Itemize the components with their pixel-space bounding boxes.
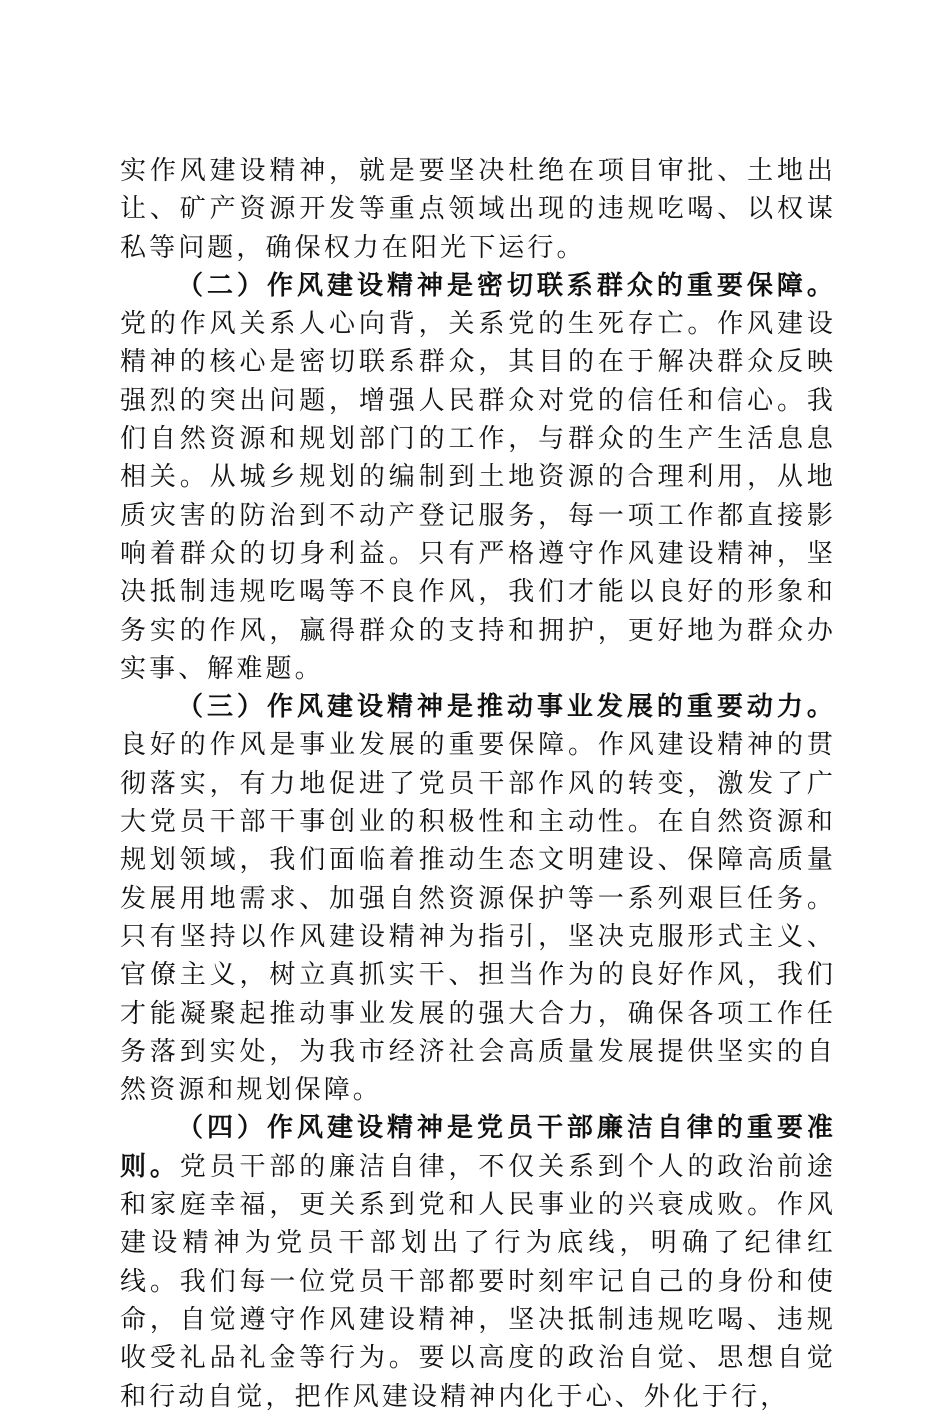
paragraph-body: 党员干部的廉洁自律，不仅关系到个人的政治前途和家庭幸福，更关系到党和人民事业的兴衰成败。作风建设精神为党员干部划出了行为底线，明确了纪律红线。我们每一位党员干部都要时刻牢记自己的身份和使命，自觉遵守作风建设精神，坚决抵制违规吃喝、违规收受礼品礼金等行为。要以高度的政治自觉、思想自觉和行动自觉，把作风建设精神内化于心、外化于行， — [120, 1151, 836, 1412]
paragraph-section-3 — [120, 688, 836, 1109]
paragraph-continuation — [120, 152, 836, 267]
paragraph-section-4 — [120, 1109, 836, 1415]
paragraph-section-2 — [120, 267, 836, 688]
paragraph-body: 实作风建设精神，就是要坚决杜绝在项目审批、土地出让、矿产资源开发等重点领域出现的违规吃喝、以权谋私等问题，确保权力在阳光下运行。 — [120, 156, 836, 263]
paragraph-body: 党的作风关系人心向背，关系党的生死存亡。作风建设精神的核心是密切联系群众，其目的在于解决群众反映强烈的突出问题，增强人民群众对党的信任和信心。我们自然资源和规划部门的工作，与群众的生产生活息息相关。从城乡规划的编制到土地资源的合理利用，从地质灾害的防治到不动产登记服务，每一项工作都直接影响着群众的切身利益。只有严格遵守作风建设精神，坚决抵制违规吃喝等不良作风，我们才能以良好的形象和务实的作风，赢得群众的支持和拥护，更好地为群众办实事、解难题。 — [120, 309, 836, 684]
section-heading: （四）作风建设精神是党员干部廉洁自律的重要准则。 — [120, 1113, 836, 1182]
section-heading: （三）作风建设精神是推动事业发展的重要动力。 — [177, 692, 836, 723]
paragraph-body: 良好的作风是事业发展的重要保障。作风建设精神的贯彻落实，有力地促进了党员干部作风的转变，激发了广大党员干部干事创业的积极性和主动性。在自然资源和规划领域，我们面临着推动生态文明建设、保障高质量发展用地需求、加强自然资源保护等一系列艰巨任务。只有坚持以作风建设精神为指引，坚决克服形式主义、官僚主义，树立真抓实干、担当作为的良好作风，我们才能凝聚起推动事业发展的强大合力，确保各项工作任务落到实处，为我市经济社会高质量发展提供坚实的自然资源和规划保障。 — [120, 730, 836, 1106]
document-page — [120, 152, 836, 1416]
section-heading: （二）作风建设精神是密切联系群众的重要保障。 — [177, 270, 836, 301]
